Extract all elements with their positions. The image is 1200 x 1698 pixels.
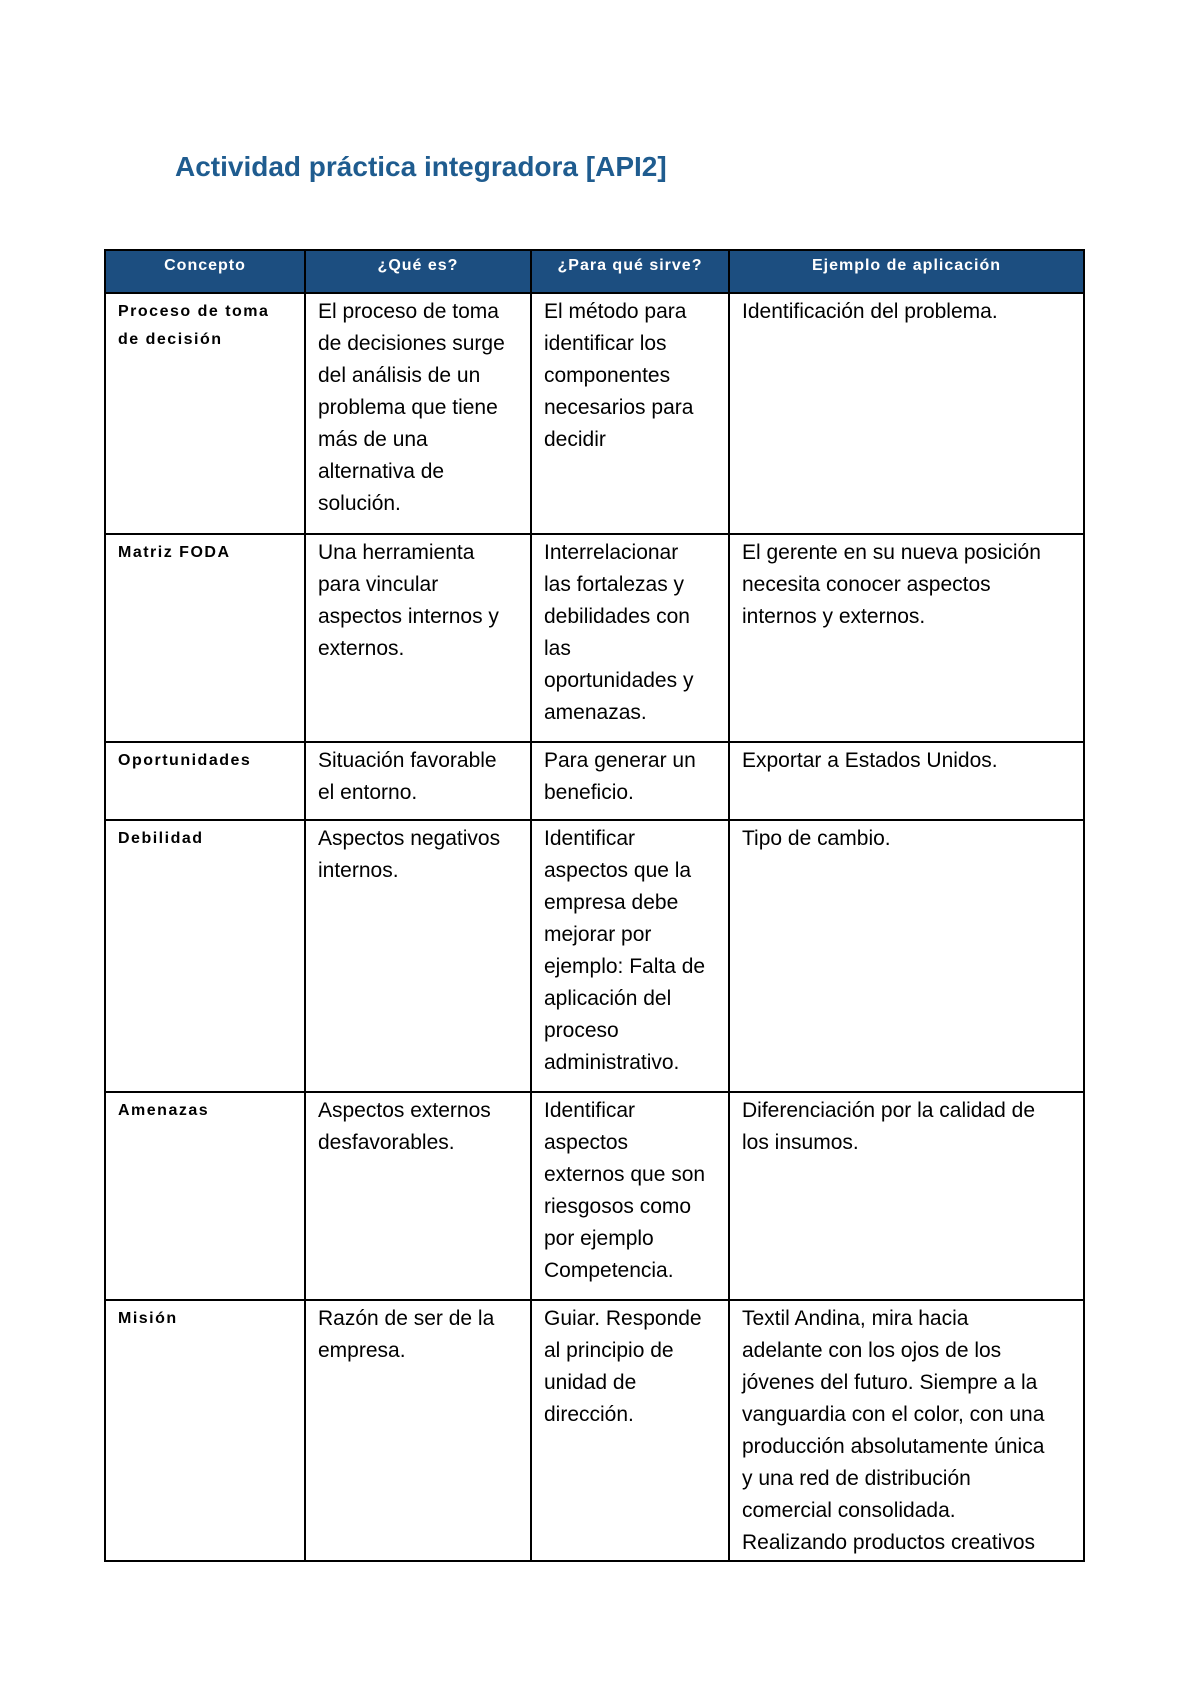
- definition-cell: Situación favorable el entorno.: [305, 742, 531, 820]
- column-header-para-que-sirve: ¿Para qué sirve?: [531, 250, 729, 293]
- table-header: [105, 250, 1084, 293]
- definition-cell: Una herramienta para vincular aspectos internos y externos.: [305, 534, 531, 742]
- definition-cell: El proceso de toma de decisiones surge del análisis de un problema que tiene más de una alternativa de solución.: [305, 293, 531, 534]
- table-row: [105, 1092, 1084, 1300]
- column-header-que-es: ¿Qué es?: [305, 250, 531, 293]
- purpose-cell: Identificar aspectos que la empresa debe mejorar por ejemplo: Falta de aplicación del proceso administrativo.: [531, 820, 729, 1092]
- concept-cell: Oportunidades: [105, 742, 305, 820]
- table-body: [105, 293, 1084, 1561]
- concept-cell: Matriz FODA: [105, 534, 305, 742]
- purpose-cell: El método para identificar los componentes necesarios para decidir: [531, 293, 729, 534]
- example-cell: Textil Andina, mira hacia adelante con los ojos de los jóvenes del futuro. Siempre a la vanguardia con el color, con una producción absolutamente única y una red de distribución comercial consolidada. Realizando productos creativos: [729, 1300, 1084, 1561]
- example-cell: Exportar a Estados Unidos.: [729, 742, 1084, 820]
- definition-cell: Aspectos externos desfavorables.: [305, 1092, 531, 1300]
- concept-cell: Misión: [105, 1300, 305, 1561]
- table-row: [105, 820, 1084, 1092]
- definition-cell: Aspectos negativos internos.: [305, 820, 531, 1092]
- purpose-cell: Identificar aspectos externos que son riesgosos como por ejemplo Competencia.: [531, 1092, 729, 1300]
- table-row: [105, 1300, 1084, 1561]
- purpose-cell: Para generar un beneficio.: [531, 742, 729, 820]
- example-cell: Diferenciación por la calidad de los insumos.: [729, 1092, 1084, 1300]
- example-cell: Identificación del problema.: [729, 293, 1084, 534]
- concept-cell: Debilidad: [105, 820, 305, 1092]
- example-cell: Tipo de cambio.: [729, 820, 1084, 1092]
- concept-table: [104, 249, 1085, 1562]
- header-row: [105, 250, 1084, 293]
- page-title: Actividad práctica integradora [API2]: [175, 151, 667, 182]
- table-row: [105, 534, 1084, 742]
- table-row: [105, 293, 1084, 534]
- table-row: [105, 742, 1084, 820]
- purpose-cell: Guiar. Responde al principio de unidad de dirección.: [531, 1300, 729, 1561]
- example-cell: El gerente en su nueva posición necesita conocer aspectos internos y externos.: [729, 534, 1084, 742]
- column-header-concepto: Concepto: [105, 250, 305, 293]
- concept-cell: Proceso de toma de decisión: [105, 293, 305, 534]
- column-header-ejemplo: Ejemplo de aplicación: [729, 250, 1084, 293]
- concept-cell: Amenazas: [105, 1092, 305, 1300]
- definition-cell: Razón de ser de la empresa.: [305, 1300, 531, 1561]
- purpose-cell: Interrelacionar las fortalezas y debilidades con las oportunidades y amenazas.: [531, 534, 729, 742]
